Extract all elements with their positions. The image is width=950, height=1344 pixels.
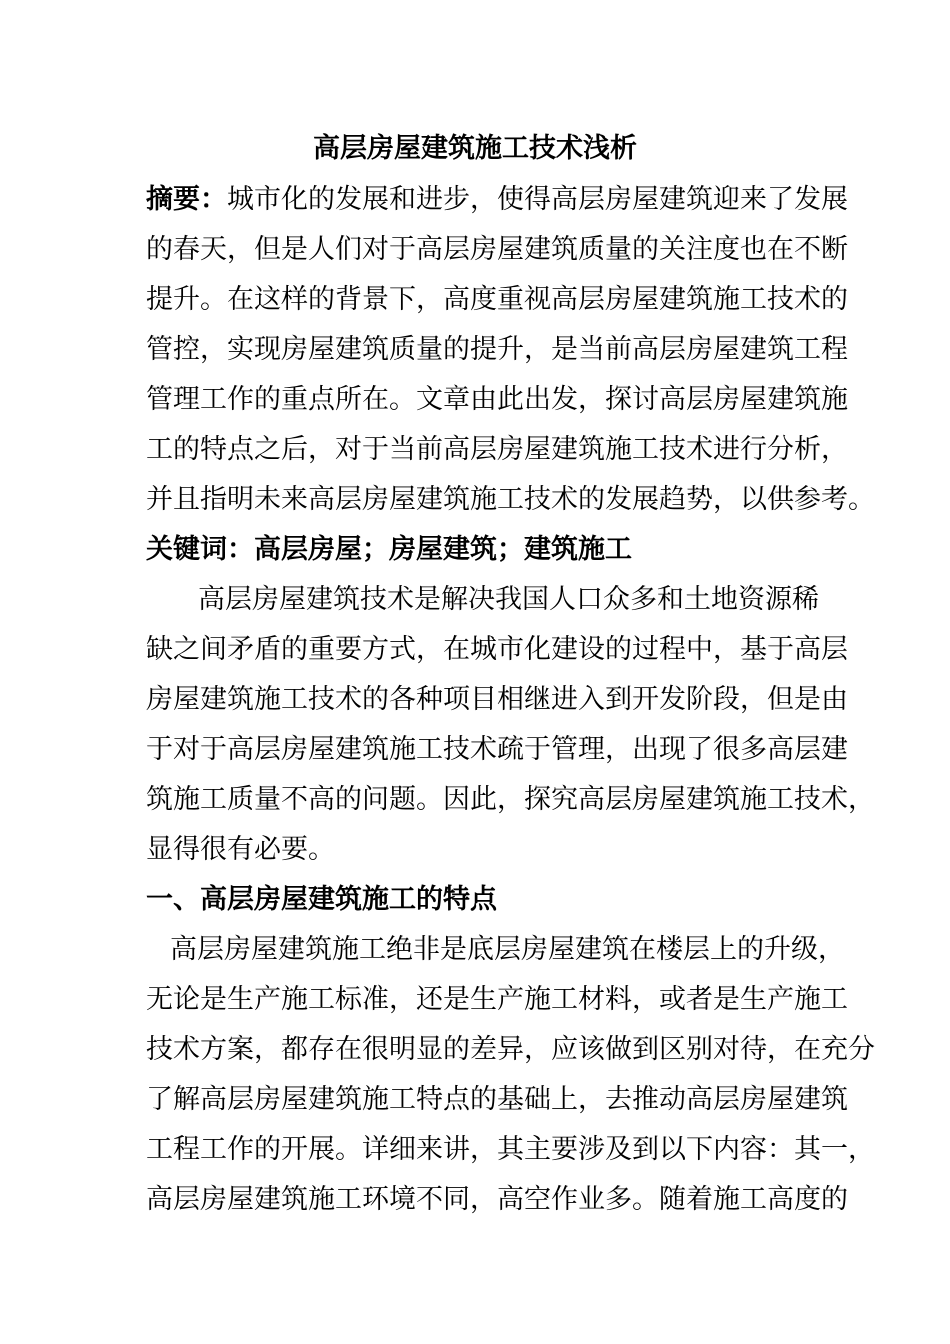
document-title: 高层房屋建筑施工技术浅析 — [313, 133, 637, 164]
section-line: 高层房屋建筑施工环境不同，高空作业多。随着施工高度的 — [146, 1184, 848, 1215]
abstract-line: 并且指明未来高层房屋建筑施工技术的发展趋势，以供参考。 — [146, 484, 875, 515]
abstract-line: 工的特点之后，对于当前高层房屋建筑施工技术进行分析， — [146, 434, 848, 465]
intro-line: 筑施工质量不高的问题。因此，探究高层房屋建筑施工技术， — [146, 784, 875, 815]
keywords-line: 关键词：高层房屋；房屋建筑；建筑施工 — [146, 534, 632, 565]
abstract-line: 管理工作的重点所在。文章由此出发，探讨高层房屋建筑施 — [146, 384, 848, 415]
section-line: 工程工作的开展。详细来讲，其主要涉及到以下内容：其一， — [146, 1134, 875, 1165]
abstract-line: 的春天，但是人们对于高层房屋建筑质量的关注度也在不断 — [146, 234, 848, 265]
intro-line: 显得很有必要。 — [146, 834, 335, 865]
intro-line: 缺之间矛盾的重要方式，在城市化建设的过程中，基于高层 — [146, 634, 848, 665]
abstract-line — [146, 183, 848, 217]
section-line: 技术方案，都存在很明显的差异，应该做到区别对待，在充分 — [146, 1034, 875, 1065]
abstract-text: 城市化的发展和进步，使得高层房屋建筑迎来了发展 — [227, 184, 848, 215]
intro-line: 于对于高层房屋建筑施工技术疏于管理，出现了很多高层建 — [146, 734, 848, 765]
abstract-line: 提升。在这样的背景下，高度重视高层房屋建筑施工技术的 — [146, 284, 848, 315]
abstract-line: 管控，实现房屋建筑质量的提升，是当前高层房屋建筑工程 — [146, 334, 848, 365]
section-heading: 一、高层房屋建筑施工的特点 — [146, 884, 497, 915]
section-line: 了解高层房屋建筑施工特点的基础上，去推动高层房屋建筑 — [146, 1084, 848, 1115]
intro-line: 高层房屋建筑技术是解决我国人口众多和土地资源稀 — [198, 584, 819, 615]
intro-line: 房屋建筑施工技术的各种项目相继进入到开发阶段，但是由 — [146, 684, 848, 715]
section-line: 无论是生产施工标准，还是生产施工材料，或者是生产施工 — [146, 984, 848, 1015]
section-line: 高层房屋建筑施工绝非是底层房屋建筑在楼层上的升级， — [170, 934, 845, 965]
abstract-label: 摘要： — [146, 184, 227, 215]
